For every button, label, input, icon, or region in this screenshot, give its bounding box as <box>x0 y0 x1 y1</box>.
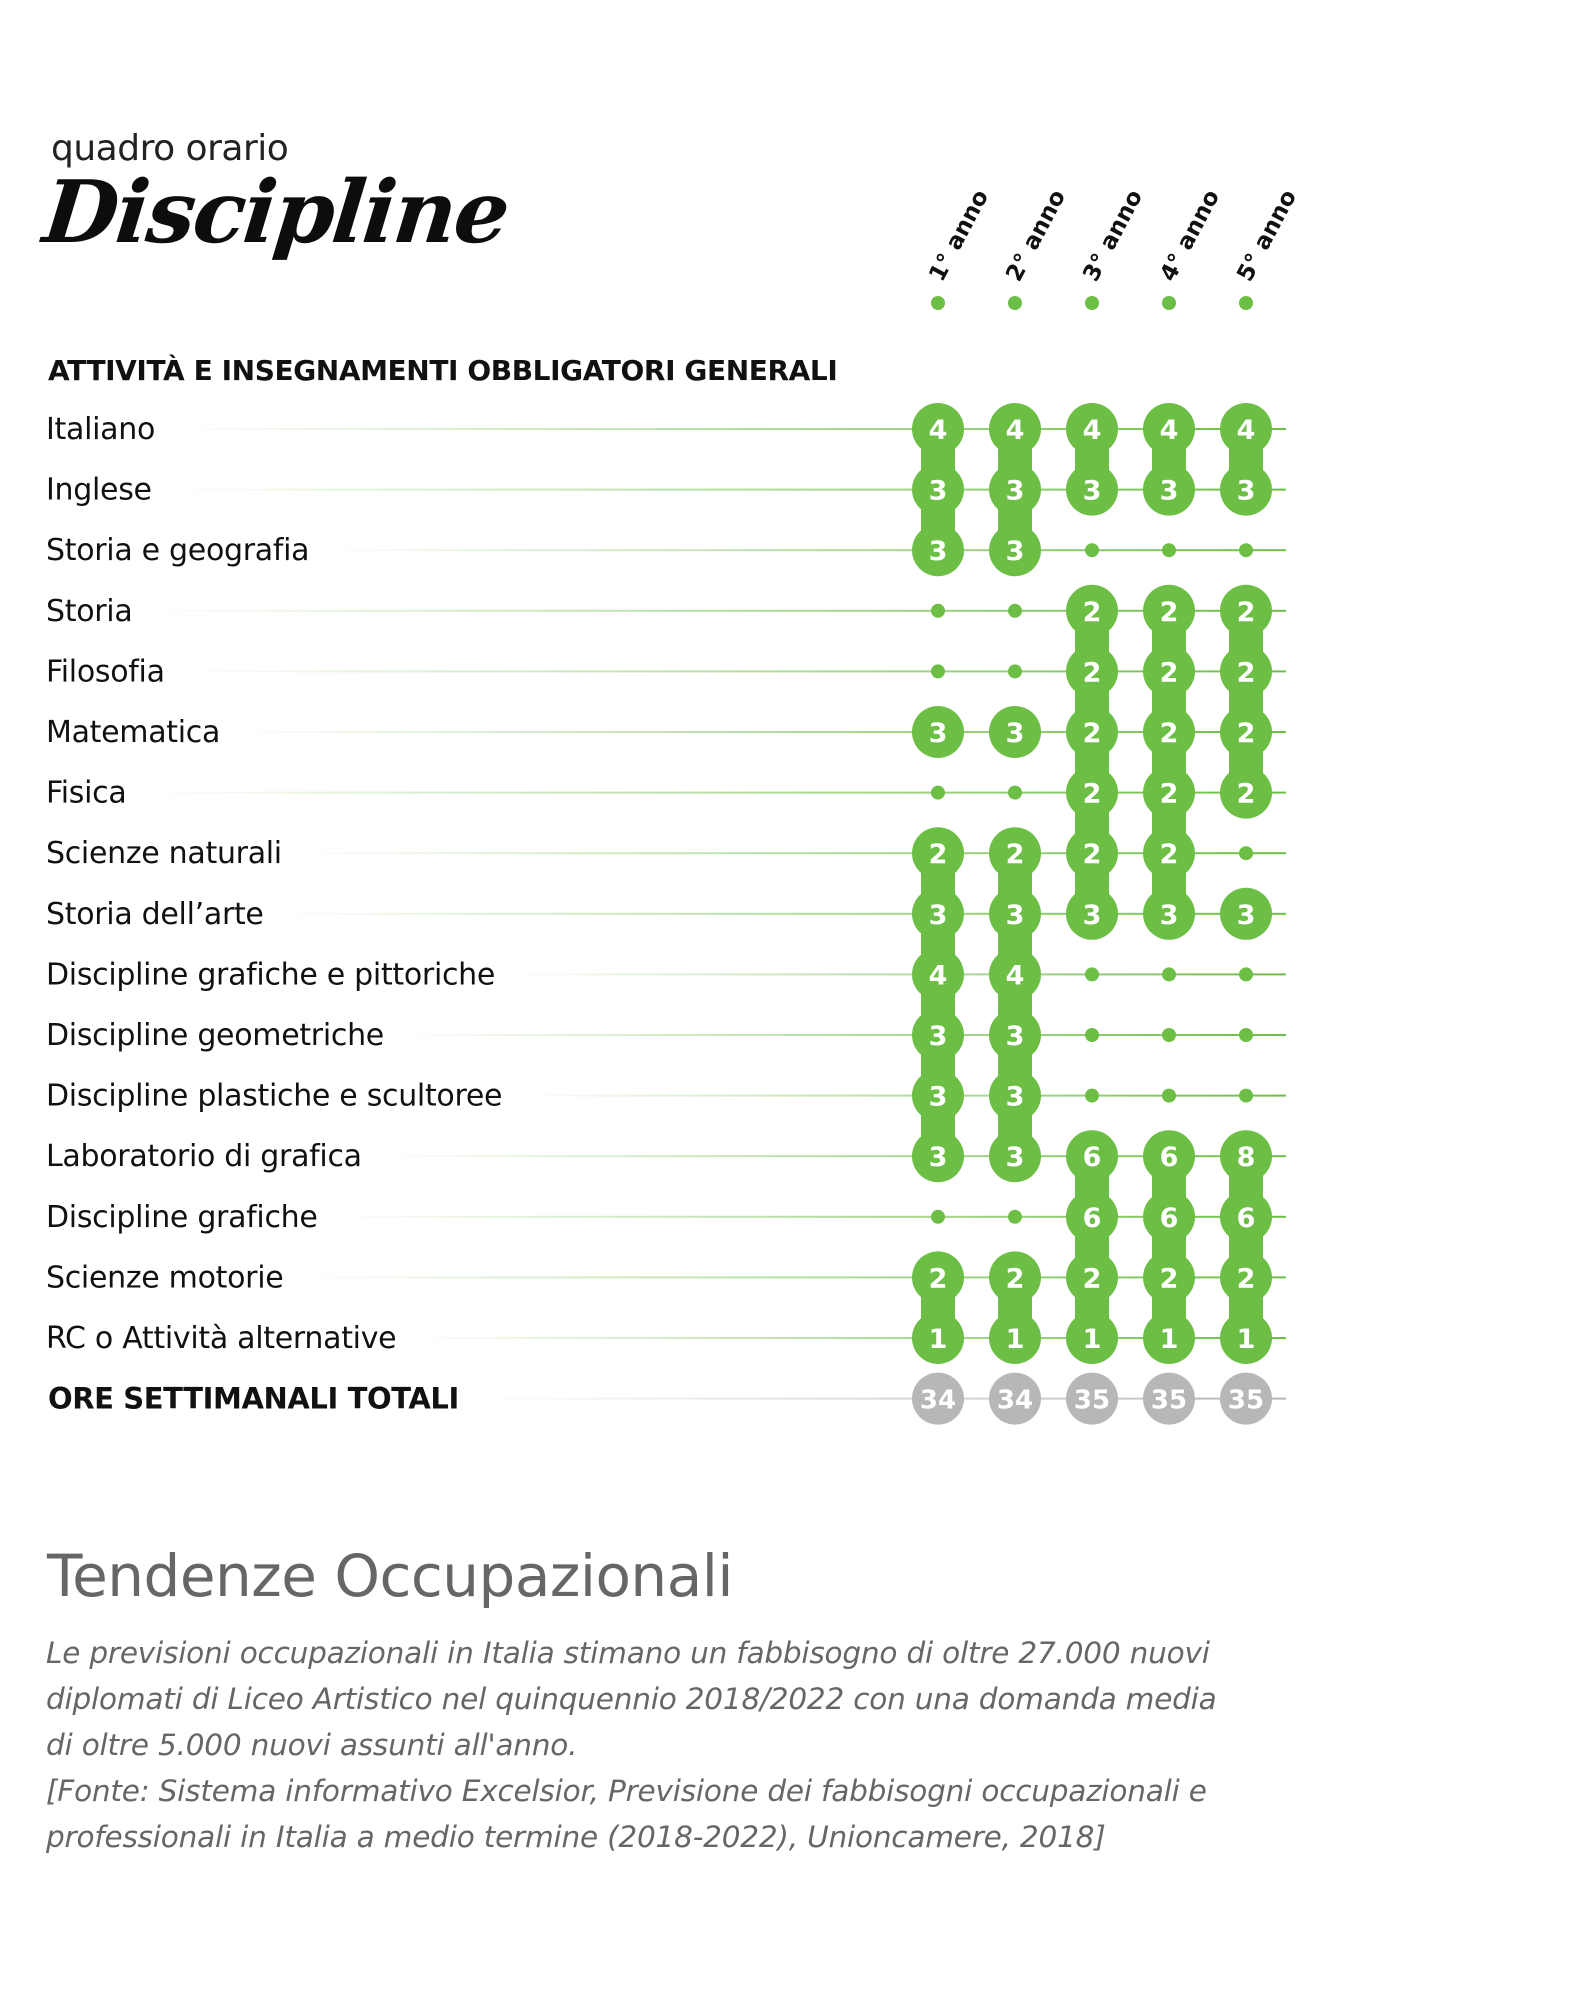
hours-cell <box>1220 645 1272 697</box>
hours-value: 2 <box>1159 839 1179 871</box>
year-header <box>1232 186 1302 310</box>
subject-row <box>46 957 1286 992</box>
subject-label: Discipline plastiche e scultoree <box>46 1078 503 1114</box>
hours-cell <box>1066 1191 1118 1243</box>
subject-label: Storia e geografia <box>46 533 310 569</box>
hours-value: 3 <box>1159 475 1179 507</box>
total-value: 35 <box>1073 1385 1111 1416</box>
section-heading: ATTIVITÀ E INSEGNAMENTI OBBLIGATORI GENERALI <box>48 354 838 387</box>
hours-cell <box>989 948 1041 1000</box>
hours-value: 3 <box>928 718 948 749</box>
occupational-text <box>46 1630 1346 1860</box>
hours-cell <box>1220 706 1272 758</box>
hours-value: 3 <box>1159 899 1179 931</box>
hours-cell <box>1066 888 1118 940</box>
empty-cell-dot <box>1162 967 1176 981</box>
row-guide-line <box>332 1216 1286 1218</box>
hours-value: 3 <box>1082 899 1102 931</box>
hours-cell <box>1143 827 1195 879</box>
hours-cell <box>1220 1130 1272 1182</box>
hours-cell <box>1143 464 1195 516</box>
hours-cell <box>989 827 1041 879</box>
hours-cell <box>1220 1251 1272 1303</box>
hours-cell <box>1143 888 1195 940</box>
subject-label: Storia <box>46 593 133 629</box>
year-header <box>1001 186 1071 310</box>
subject-label: Scienze naturali <box>46 836 282 872</box>
hours-cell <box>1143 403 1195 455</box>
subject-label: Laboratorio di grafica <box>46 1139 362 1175</box>
year-label: 2° anno <box>1001 185 1072 286</box>
hours-cell <box>1220 1191 1272 1243</box>
hours-value: 2 <box>928 1263 948 1295</box>
hours-value: 2 <box>928 839 948 871</box>
hours-value: 2 <box>1159 657 1179 689</box>
subject-row <box>46 1079 1286 1114</box>
row-guide-line <box>234 731 1286 733</box>
hours-cell <box>912 403 964 455</box>
empty-cell-dot <box>1085 543 1099 557</box>
hours-value: 3 <box>928 475 948 507</box>
hours-value: 2 <box>1005 1263 1025 1295</box>
total-value: 35 <box>1227 1385 1265 1416</box>
hours-value: 2 <box>1236 596 1256 628</box>
hours-cell <box>989 1130 1041 1182</box>
empty-cell-dot <box>1239 1089 1253 1103</box>
hours-cell <box>912 827 964 879</box>
hours-cell <box>912 1251 964 1303</box>
subject-label: Discipline grafiche <box>46 1199 318 1235</box>
row-guide-line <box>169 428 1286 430</box>
hours-value: 3 <box>928 899 948 931</box>
hours-value: 2 <box>1005 839 1025 871</box>
total-value: 35 <box>1150 1385 1188 1416</box>
hours-value: 3 <box>1005 899 1025 931</box>
empty-cell-dot <box>1085 1028 1099 1042</box>
empty-cell-dot <box>1239 967 1253 981</box>
empty-cell-dot <box>1162 543 1176 557</box>
hours-cell <box>1143 1191 1195 1243</box>
row-guide-line <box>323 549 1286 551</box>
year-label: 3° anno <box>1078 185 1149 286</box>
subject-label: Scienze motorie <box>46 1260 284 1296</box>
year-label: 1° anno <box>924 185 995 286</box>
empty-cell-dot <box>1162 1089 1176 1103</box>
hours-value: 3 <box>1005 1142 1025 1174</box>
year-header <box>924 186 994 310</box>
hours-cell <box>989 888 1041 940</box>
hours-cell <box>1066 1130 1118 1182</box>
hours-value: 3 <box>928 1142 948 1174</box>
hours-value: 2 <box>1082 657 1102 689</box>
empty-cell-dot <box>1085 967 1099 981</box>
hours-value: 2 <box>1236 718 1256 749</box>
occupational-line: professionali in Italia a medio termine (2018-2022), Unioncamere, 2018] <box>46 1820 1106 1854</box>
subject-label: Filosofia <box>46 654 165 690</box>
year-dot <box>1008 296 1022 310</box>
hours-cell <box>1220 888 1272 940</box>
hours-value: 2 <box>1082 1263 1102 1295</box>
occupational-line: [Fonte: Sistema informativo Excelsior, Previsione dei fabbisogni occupazionali e <box>46 1774 1207 1808</box>
hours-value: 2 <box>1236 778 1256 810</box>
hours-value: 3 <box>1005 475 1025 507</box>
subject-label: Matematica <box>46 715 221 750</box>
hours-value: 2 <box>1236 1263 1256 1295</box>
hours-cell <box>912 1009 964 1061</box>
hours-cell <box>989 1009 1041 1061</box>
subject-label: Italiano <box>46 412 156 447</box>
hours-value: 3 <box>1082 475 1102 507</box>
hours-value: 2 <box>1082 596 1102 628</box>
hours-cell <box>1220 403 1272 455</box>
hours-value: 6 <box>1159 1202 1179 1234</box>
hours-value: 2 <box>1159 718 1179 749</box>
hours-value: 2 <box>1082 839 1102 871</box>
year-header <box>1155 186 1225 310</box>
year-dot <box>1085 296 1099 310</box>
subject-row <box>46 533 1286 568</box>
hours-value: 6 <box>1082 1142 1102 1174</box>
hours-value: 4 <box>928 960 948 992</box>
hours-cell <box>1066 1312 1118 1364</box>
hours-cell <box>1066 645 1118 697</box>
hours-cell <box>912 1130 964 1182</box>
empty-cell-dot <box>1162 1028 1176 1042</box>
hours-value: 2 <box>1159 778 1179 810</box>
hours-value: 8 <box>1236 1142 1256 1174</box>
empty-cell-dot <box>1239 846 1253 860</box>
hours-value: 3 <box>1005 1021 1025 1052</box>
empty-cell-dot <box>931 786 945 800</box>
hours-cell <box>989 706 1041 758</box>
hours-value: 6 <box>1236 1202 1256 1234</box>
hours-cell <box>1220 585 1272 637</box>
hours-cell <box>912 464 964 516</box>
hours-value: 1 <box>928 1324 948 1355</box>
hours-cell <box>989 1251 1041 1303</box>
subject-label: Discipline geometriche <box>46 1018 384 1053</box>
hours-value: 3 <box>1005 1081 1025 1113</box>
hours-cell <box>1143 767 1195 819</box>
hours-cell <box>1143 706 1195 758</box>
hours-value: 4 <box>1082 415 1102 446</box>
empty-cell-dot <box>1239 1028 1253 1042</box>
hours-cell <box>912 948 964 1000</box>
hours-cell <box>912 888 964 940</box>
hours-value: 3 <box>1236 899 1256 931</box>
total-value: 34 <box>996 1385 1034 1416</box>
hours-cell <box>912 1070 964 1122</box>
hours-value: 1 <box>1005 1324 1025 1355</box>
hours-cell <box>1220 767 1272 819</box>
year-dot <box>931 296 945 310</box>
row-guide-line <box>278 913 1286 915</box>
occupational-line: di oltre 5.000 nuovi assunti all'anno. <box>46 1728 578 1762</box>
hours-cell <box>1066 464 1118 516</box>
hours-value: 1 <box>1159 1324 1179 1355</box>
empty-cell-dot <box>1085 1089 1099 1103</box>
subject-row <box>46 1018 1286 1053</box>
hours-value: 3 <box>1005 718 1025 749</box>
occupational-line: Le previsioni occupazionali in Italia stimano un fabbisogno di oltre 27.000 nuovi <box>46 1636 1210 1670</box>
hours-value: 3 <box>1236 475 1256 507</box>
hours-value: 1 <box>1236 1324 1256 1355</box>
hours-cell <box>1143 1251 1195 1303</box>
subject-label: Inglese <box>46 472 152 508</box>
hours-value: 4 <box>1005 960 1025 992</box>
year-label: 4° anno <box>1155 185 1226 286</box>
hours-cell <box>1143 1312 1195 1364</box>
hours-value: 4 <box>1236 415 1256 446</box>
hours-value: 6 <box>1082 1202 1102 1234</box>
hours-cell <box>912 706 964 758</box>
occupational-title: Tendenze Occupazionali <box>47 1542 733 1610</box>
empty-cell-dot <box>1008 604 1022 618</box>
row-guide-line <box>296 852 1286 854</box>
hours-value: 4 <box>1159 415 1179 446</box>
row-guide-line <box>179 670 1286 672</box>
hours-cell <box>1220 1312 1272 1364</box>
hours-cell <box>1220 464 1272 516</box>
page-title: Discipline <box>38 162 513 263</box>
subject-label: RC o Attività alternative <box>46 1321 397 1356</box>
hours-value: 3 <box>928 1081 948 1113</box>
hours-value: 3 <box>1005 536 1025 568</box>
subject-label: Discipline grafiche e pittoriche <box>46 957 496 993</box>
page-subtitle: quadro orario <box>51 128 289 169</box>
hours-value: 4 <box>1005 415 1025 446</box>
hours-cell <box>1066 585 1118 637</box>
hours-value: 3 <box>928 1021 948 1052</box>
hours-cell <box>1066 767 1118 819</box>
subject-label: Fisica <box>46 775 127 811</box>
hours-value: 2 <box>1082 718 1102 749</box>
hours-cell <box>1066 1251 1118 1303</box>
totals-row <box>48 1373 1286 1425</box>
empty-cell-dot <box>931 1210 945 1224</box>
subject-label: Storia dell’arte <box>46 896 264 932</box>
row-guide-line <box>398 1034 1286 1036</box>
hours-value: 1 <box>1082 1324 1102 1355</box>
hours-cell <box>1143 1130 1195 1182</box>
empty-cell-dot <box>1239 543 1253 557</box>
totals-label: ORE SETTIMANALI TOTALI <box>48 1381 459 1416</box>
year-dot <box>1162 296 1176 310</box>
hours-cell <box>1066 827 1118 879</box>
occupational-line: diplomati di Liceo Artistico nel quinquennio 2018/2022 con una domanda media <box>46 1682 1217 1716</box>
empty-cell-dot <box>931 604 945 618</box>
row-guide-line <box>297 1276 1286 1278</box>
hours-value: 2 <box>1236 657 1256 689</box>
hours-cell <box>989 524 1041 576</box>
hours-cell <box>989 1070 1041 1122</box>
hours-cell <box>1143 585 1195 637</box>
hours-value: 2 <box>1159 1263 1179 1295</box>
empty-cell-dot <box>1008 664 1022 678</box>
hours-cell <box>1143 645 1195 697</box>
hours-cell <box>1066 403 1118 455</box>
hours-cell <box>912 1312 964 1364</box>
hours-cell <box>989 403 1041 455</box>
total-value: 34 <box>919 1385 957 1416</box>
empty-cell-dot <box>1008 786 1022 800</box>
hours-cell <box>989 464 1041 516</box>
hours-cell <box>912 524 964 576</box>
hours-value: 6 <box>1159 1142 1179 1174</box>
empty-cell-dot <box>1008 1210 1022 1224</box>
year-header <box>1078 186 1148 310</box>
hours-value: 2 <box>1082 778 1102 810</box>
hours-value: 4 <box>928 415 948 446</box>
hours-cell <box>989 1312 1041 1364</box>
hours-cell <box>1066 706 1118 758</box>
hours-value: 3 <box>928 536 948 568</box>
year-label: 5° anno <box>1232 185 1303 286</box>
year-dot <box>1239 296 1253 310</box>
hours-value: 2 <box>1159 596 1179 628</box>
empty-cell-dot <box>931 664 945 678</box>
